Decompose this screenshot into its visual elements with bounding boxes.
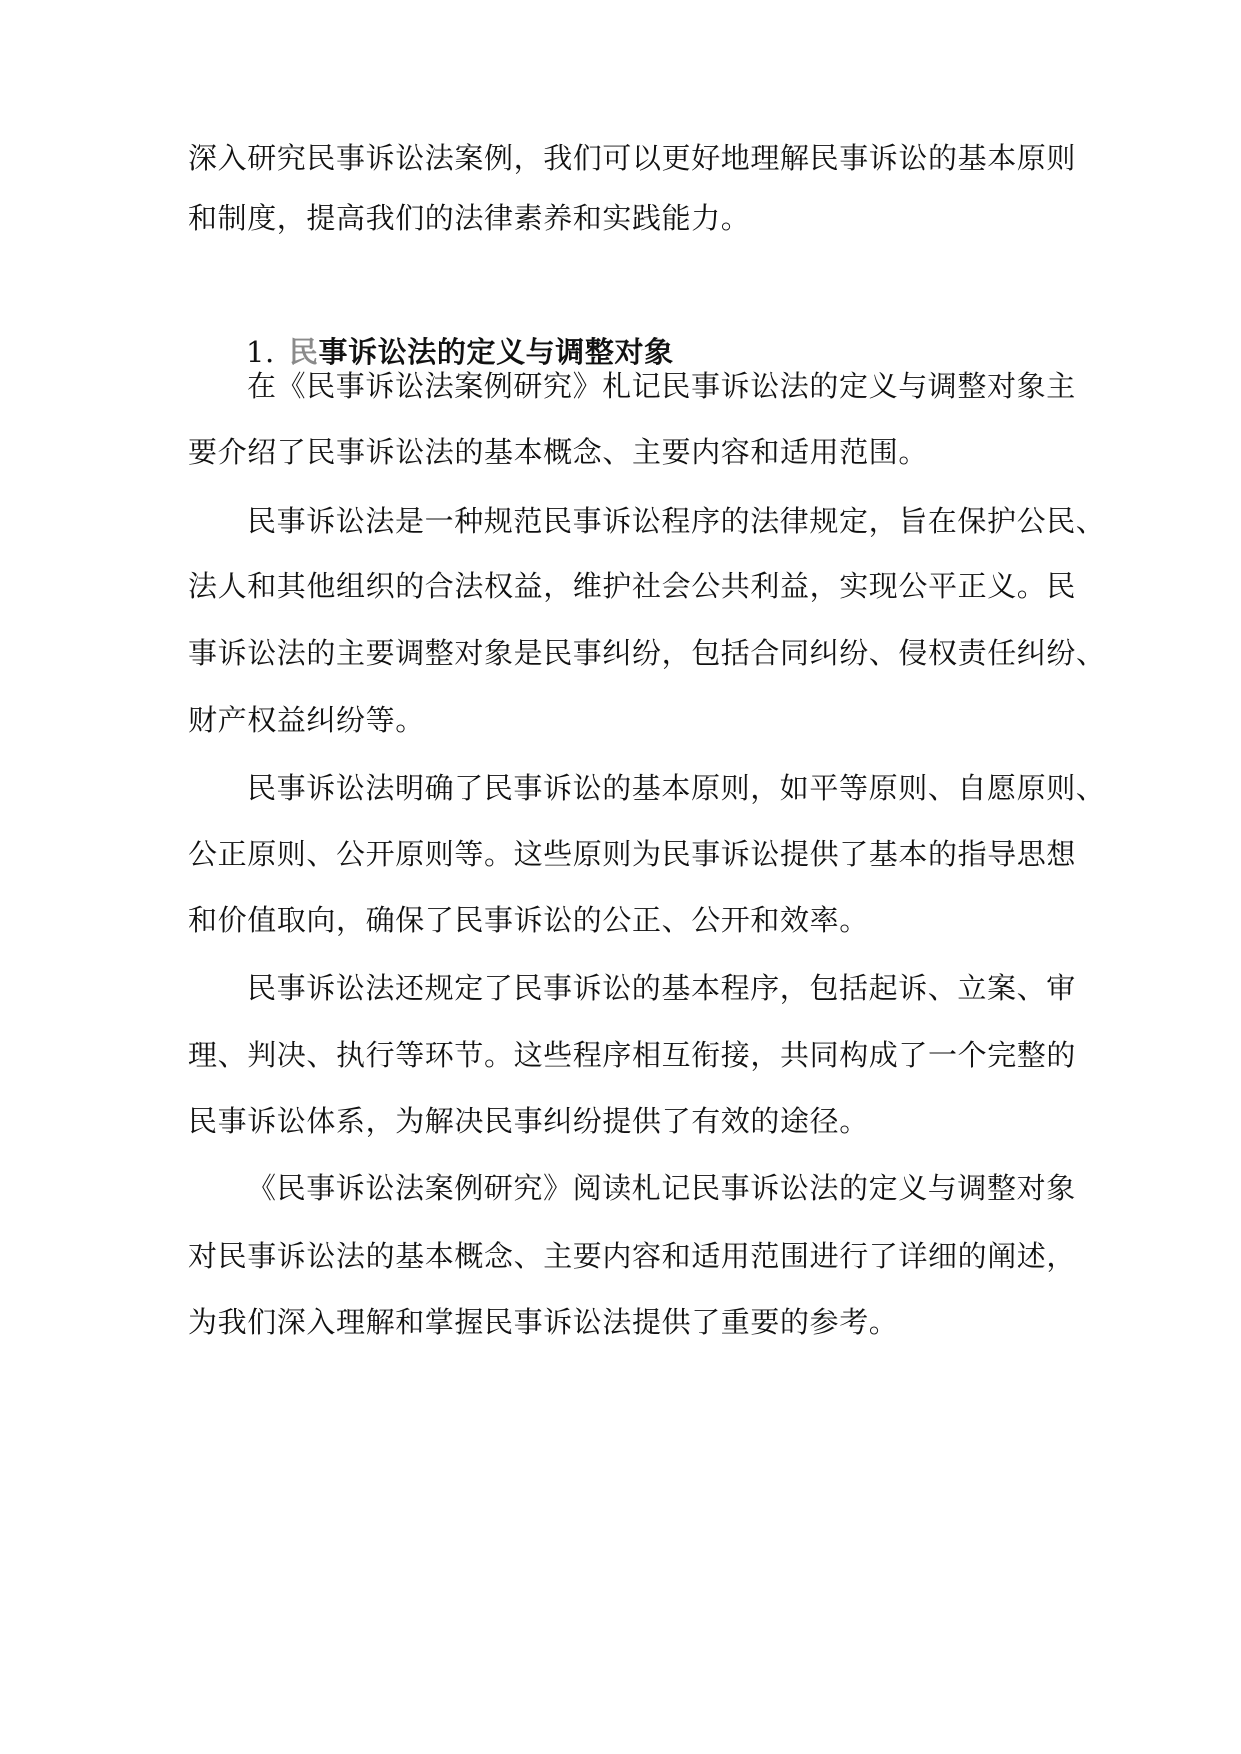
- paragraph-5-line-2: 对民事诉讼法的基本概念、主要内容和适用范围进行了详细的阐述，: [188, 1239, 1077, 1273]
- paragraph-2-line-4: 财产权益纠纷等。: [188, 703, 425, 737]
- paragraph-2-line-1: 民事诉讼法是一种规范民事诉讼程序的法律规定，旨在保护公民、: [247, 504, 1106, 538]
- paragraph-5-line-1: 《民事诉讼法案例研究》阅读札记民事诉讼法的定义与调整对象: [247, 1171, 1076, 1205]
- paragraph-2-line-3: 事诉讼法的主要调整对象是民事纠纷，包括合同纠纷、侵权责任纠纷、: [188, 636, 1106, 670]
- paragraph-5-line-3: 为我们深入理解和掌握民事诉讼法提供了重要的参考。: [188, 1305, 899, 1339]
- intro-line-1: 深入研究民事诉讼法案例，我们可以更好地理解民事诉讼的基本原则: [188, 141, 1077, 175]
- paragraph-1-line-2: 要介绍了民事诉讼法的基本概念、主要内容和适用范围。: [188, 435, 929, 469]
- paragraph-2-line-2: 法人和其他组织的合法权益，维护社会公共利益，实现公平正义。民: [188, 569, 1077, 603]
- paragraph-3-line-1: 民事诉讼法明确了民事诉讼的基本原则，如平等原则、自愿原则、: [247, 771, 1106, 805]
- section-number: 1.: [246, 335, 275, 369]
- paragraph-3-line-3: 和价值取向，确保了民事诉讼的公正、公开和效率。: [188, 903, 869, 937]
- intro-line-2: 和制度，提高我们的法律素养和实践能力。: [188, 201, 751, 235]
- paragraph-1-line-1: 在《民事诉讼法案例研究》札记民事诉讼法的定义与调整对象主: [247, 369, 1076, 403]
- paragraph-4-line-1: 民事诉讼法还规定了民事诉讼的基本程序，包括起诉、立案、审: [247, 971, 1076, 1005]
- section-heading-first-char: 民: [288, 335, 319, 369]
- paragraph-4-line-3: 民事诉讼体系，为解决民事纠纷提供了有效的途径。: [188, 1104, 869, 1138]
- paragraph-3-line-2: 公正原则、公开原则等。这些原则为民事诉讼提供了基本的指导思想: [188, 837, 1077, 871]
- paragraph-4-line-2: 理、判决、执行等环节。这些程序相互衔接，共同构成了一个完整的: [188, 1038, 1077, 1072]
- section-heading-text: 事诉讼法的定义与调整对象: [318, 335, 674, 369]
